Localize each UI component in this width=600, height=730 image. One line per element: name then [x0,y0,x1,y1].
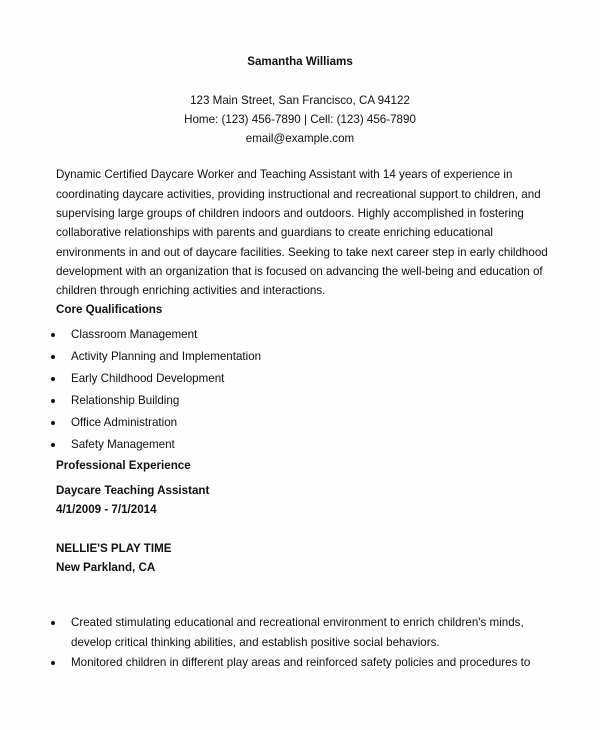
job-location: New Parkland, CA [56,561,156,574]
experience-bullet-line: develop critical thinking abilities, and establish positive social behaviors. [71,636,440,649]
candidate-name: Samantha Williams [247,55,353,68]
qualification-item: Office Administration [71,416,178,429]
core-qualifications-heading: Core Qualifications [56,303,163,316]
experience-heading: Professional Experience [56,459,191,472]
qualification-item: Classroom Management [71,328,198,341]
bullet-icon [51,333,55,337]
summary-line: collaborative relationships with parents and guardians to create enriching educational [56,226,493,239]
job-title: Daycare Teaching Assistant [56,484,210,497]
summary-line: environments in and out of daycare facilities. Seeking to take next career step in early childhood [56,246,548,259]
experience-bullet-line: Monitored children in different play areas and reinforced safety policies and procedures to [71,656,531,669]
email: email@example.com [245,132,355,145]
bullet-icon [51,443,55,447]
qualification-item: Relationship Building [71,394,180,407]
bullet-icon [51,661,55,665]
employer: NELLIE'S PLAY TIME [56,542,172,555]
bullet-icon [51,355,55,359]
summary-line: children through enriching activities and interactions. [56,284,326,297]
job-dates: 4/1/2009 - 7/1/2014 [56,503,157,516]
qualification-item: Early Childhood Development [71,372,225,385]
qualification-item: Safety Management [71,438,175,451]
summary-line: Dynamic Certified Daycare Worker and Teaching Assistant with 14 years of experience in [56,168,513,181]
address: 123 Main Street, San Francisco, CA 94122 [190,94,410,107]
summary-line: coordinating daycare activities, providing instructional and recreational support to children, and [56,188,541,201]
phones: Home: (123) 456-7890 | Cell: (123) 456-7890 [184,113,416,126]
summary-line: development with an organization that is focused on advancing the well-being and education of [56,265,543,278]
bullet-icon [51,399,55,403]
bullet-icon [51,421,55,425]
experience-bullet-line: Created stimulating educational and recreational environment to enrich children's minds, [71,616,524,629]
summary-line: supervising large groups of children indoors and outdoors. Highly accomplished in fostering [56,207,524,220]
bullet-icon [51,377,55,381]
qualification-item: Activity Planning and Implementation [71,350,262,363]
bullet-icon [51,621,55,625]
